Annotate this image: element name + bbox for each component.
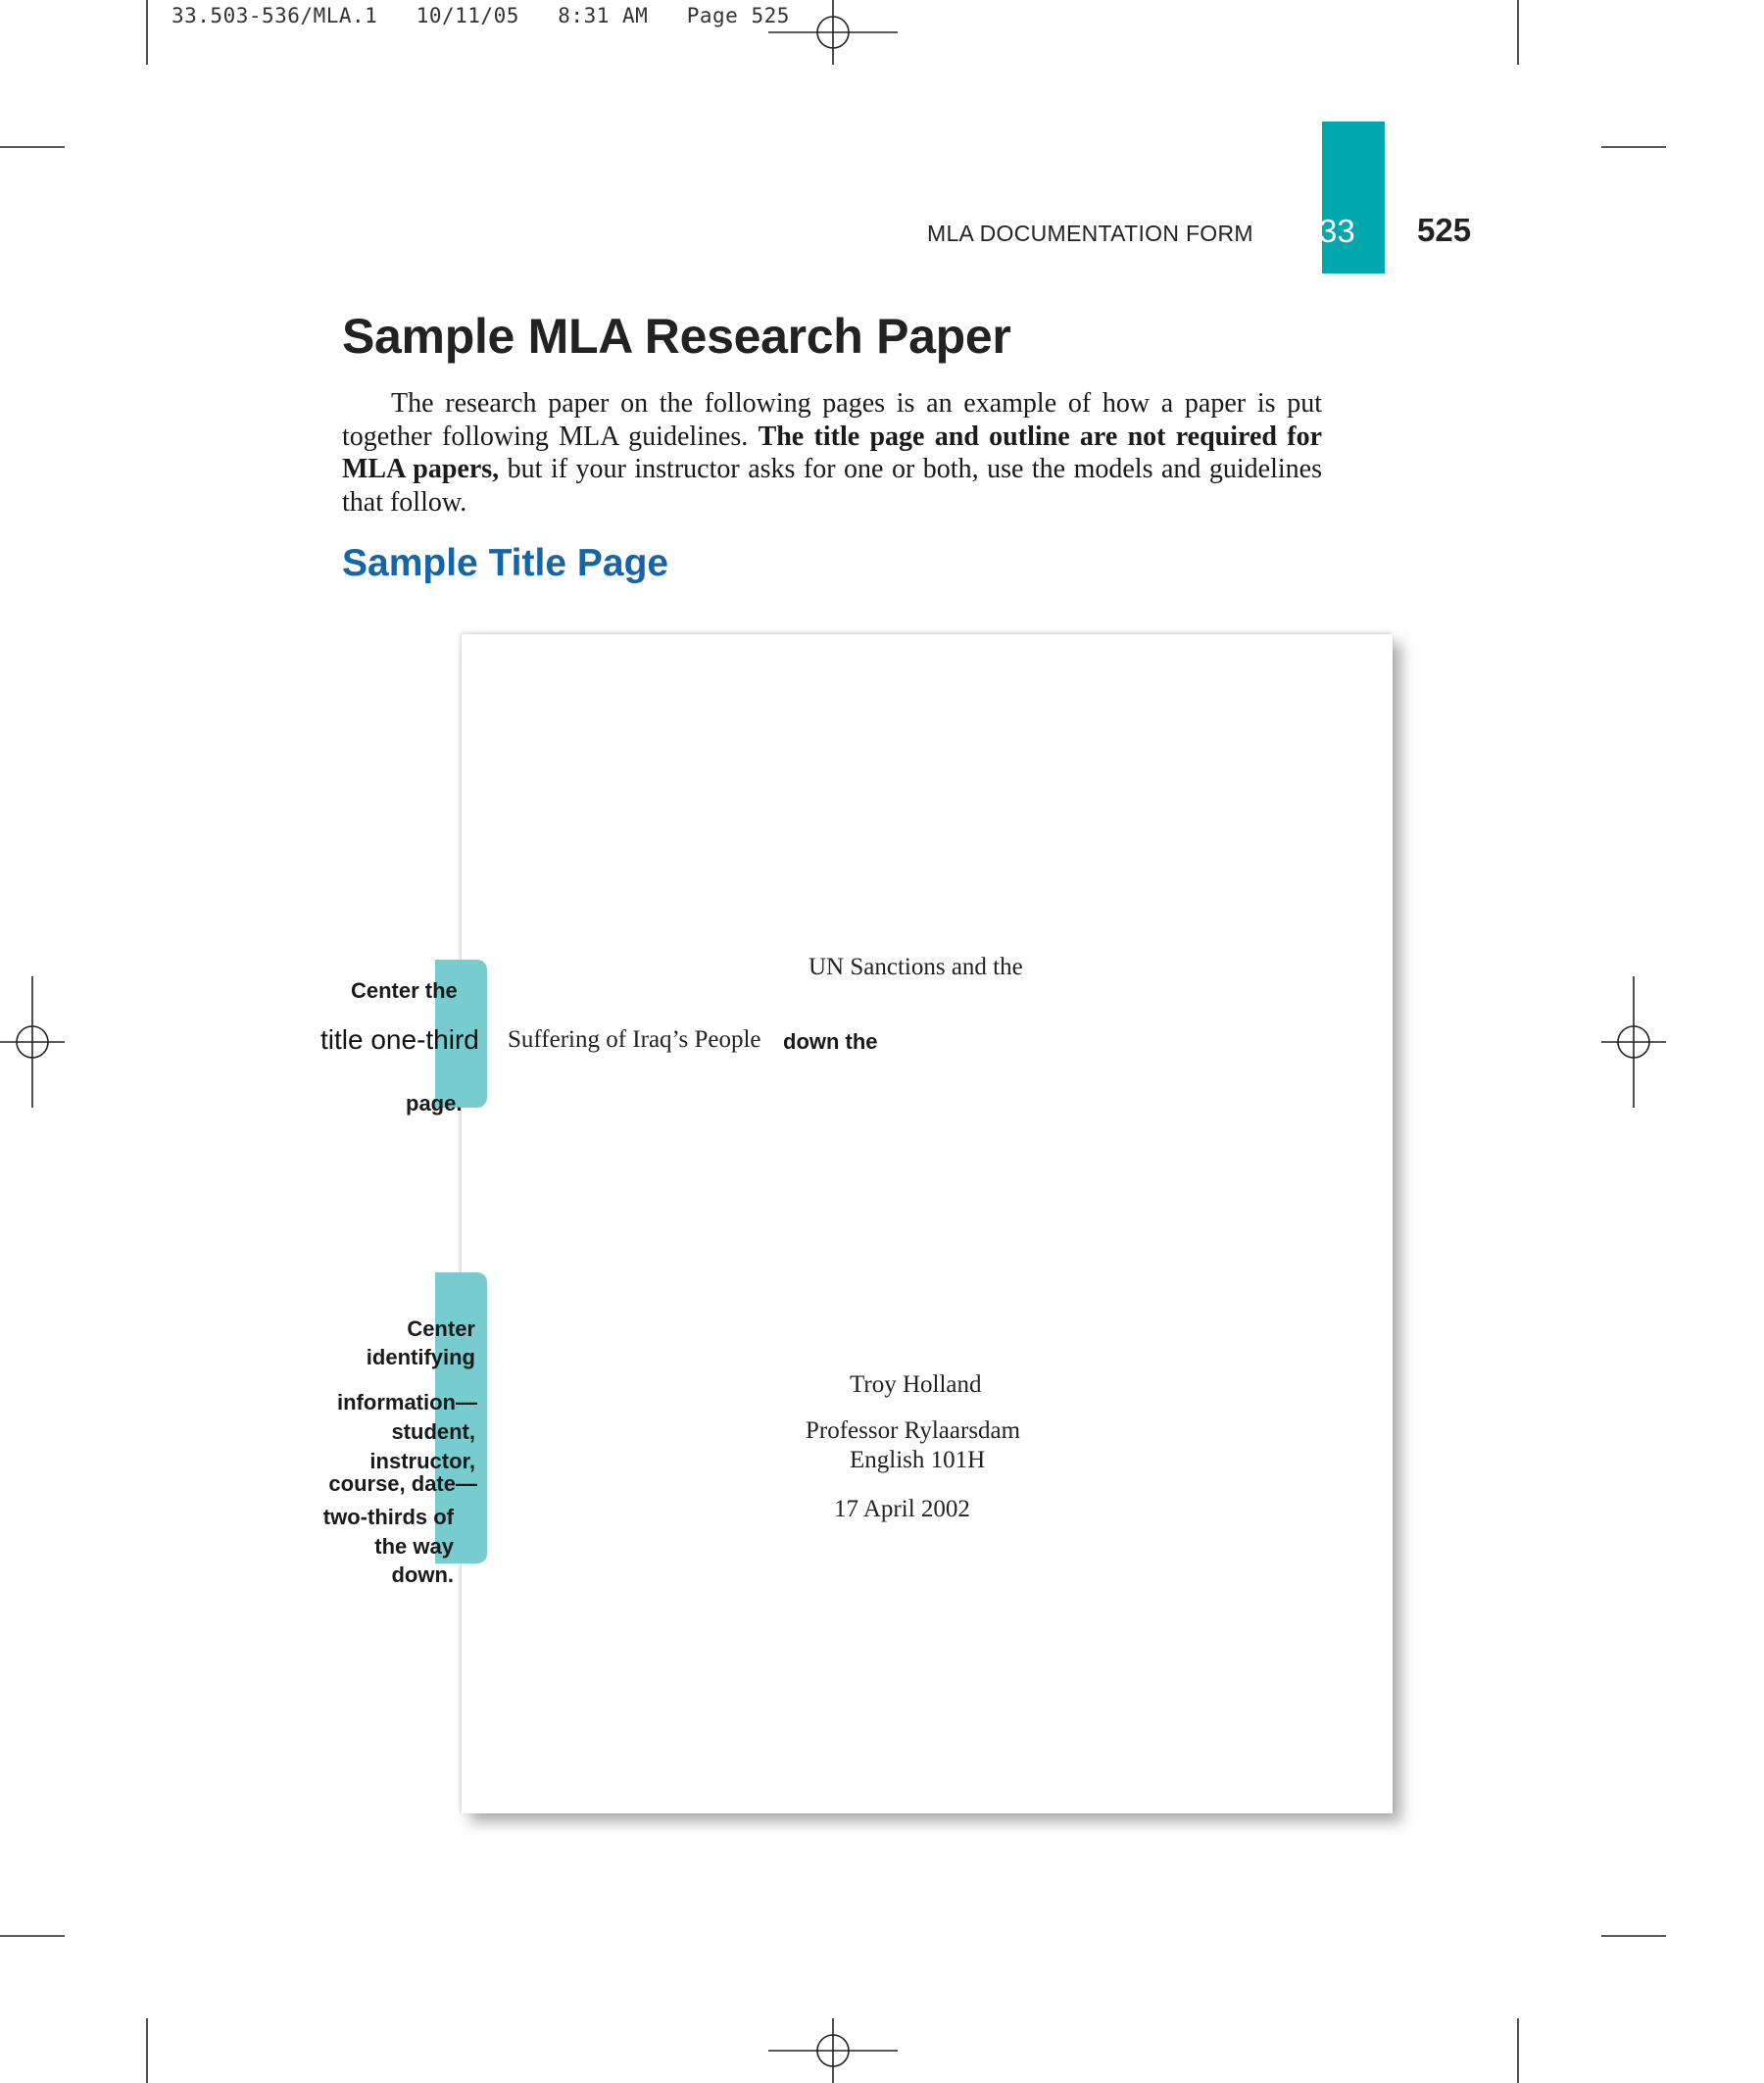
paper-title-line-2: Suffering of Iraq’s People [508, 1026, 761, 1053]
student-name: Troy Holland [850, 1371, 982, 1398]
chapter-tab [1322, 122, 1385, 273]
section-heading: Sample Title Page [342, 542, 669, 584]
intro-paragraph [342, 387, 1322, 519]
identifying-annotation-line-4: student, [391, 1419, 475, 1444]
paper-date: 17 April 2002 [834, 1496, 970, 1522]
paper-title-line-1: UN Sanctions and the [808, 954, 1023, 980]
sample-title-page [462, 634, 1393, 1813]
identifying-annotation-line-3: information— [337, 1390, 477, 1414]
identifying-annotation-line-8: the way [374, 1534, 454, 1559]
intro-text-a: The research paper on the following pages is an example of how a paper is put together following MLA guidelines. [342, 388, 1322, 452]
title-annotation-line-3: page. [406, 1091, 463, 1116]
identifying-annotation-line-1: Center [407, 1316, 475, 1341]
printer-slug: 33.503-536/MLA.1 10/11/05 8:31 AM Page 525 [172, 4, 790, 27]
identifying-annotation-line-6: course, date— [328, 1471, 477, 1496]
intro-text-b: but if your instructor asks for one or both, use the models and guidelines that follow. [342, 454, 1322, 518]
page-number: 525 [1417, 212, 1472, 248]
title-annotation-line-2-cont: down the [783, 1029, 878, 1054]
page-title: Sample MLA Research Paper [342, 309, 1011, 364]
identifying-annotation-line-5: instructor, [369, 1449, 475, 1473]
intro-text-bold: The title page and outline are not required for MLA papers, [342, 421, 1322, 484]
title-annotation-line-2: title one-third [320, 1024, 479, 1055]
running-head: MLA DOCUMENTATION FORM [927, 221, 1253, 246]
title-annotation-line-1: Center the [351, 978, 458, 1003]
identifying-annotation-line-2: identifying [366, 1345, 475, 1369]
course-name: English 101H [850, 1447, 986, 1473]
identifying-annotation-line-7: two-thirds of [322, 1505, 454, 1529]
identifying-annotation-line-9: down. [391, 1562, 454, 1587]
chapter-number: 33 [1319, 213, 1355, 249]
instructor-name: Professor Rylaarsdam [806, 1417, 1021, 1444]
